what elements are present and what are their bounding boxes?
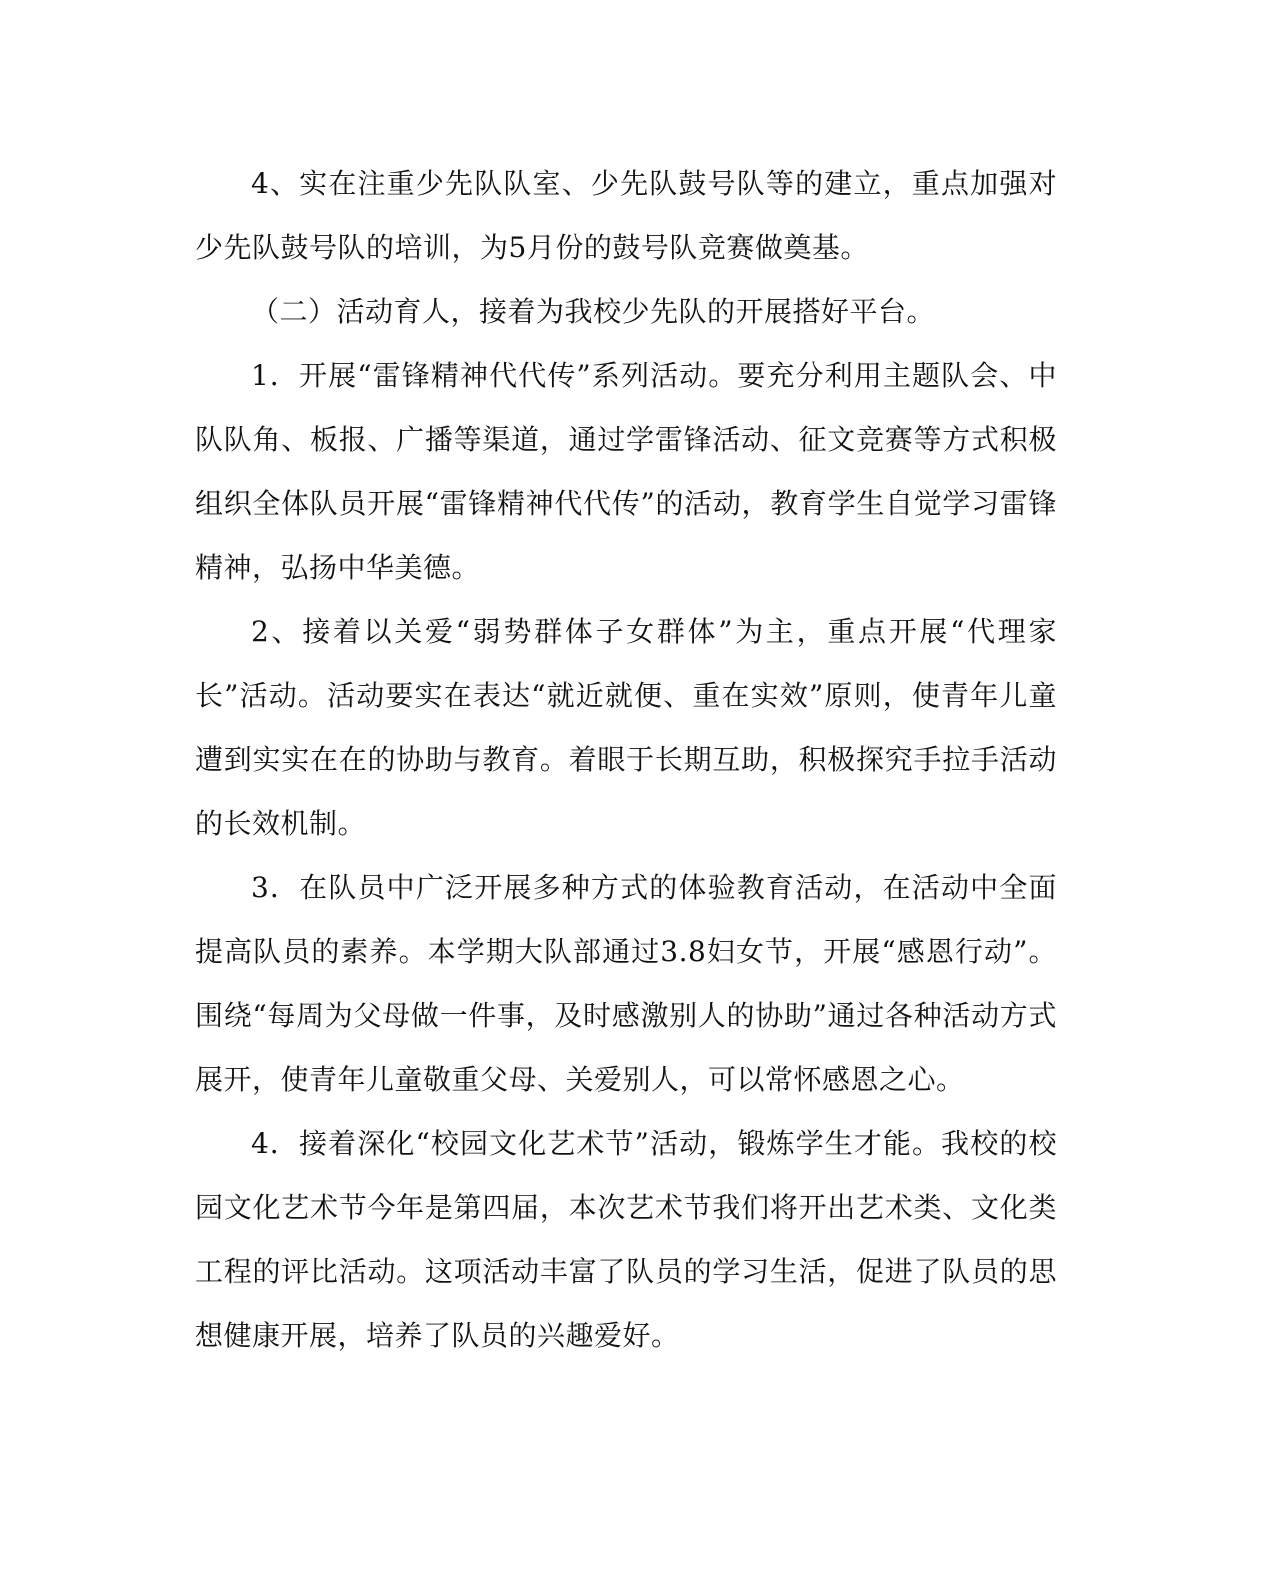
paragraph-leifeng: 1．开展“雷锋精神代代传”系列活动。要充分利用主题队会、中队队角、板报、广播等渠道，通过学雷锋活动、征文竞赛等方式积极组织全体队员开展“雷锋精神代代传”的活动，教育学生自觉学习雷锋精神，弘扬中华美德。 <box>195 359 1057 584</box>
paragraph-art-festival: 4．接着深化“校园文化艺术节”活动，锻炼学生才能。我校的校园文化艺术节今年是第四届，本次艺术节我们将开出艺术类、文化类工程的评比活动。这项活动丰富了队员的学习生活，促进了队员的思想健康开展，培养了队员的兴趣爱好。 <box>195 1127 1057 1352</box>
document-body <box>195 152 1057 1368</box>
paragraph-experience-education: 3．在队员中广泛开展多种方式的体验教育活动，在活动中全面提高队员的素养。本学期大队部通过3.8妇女节，开展“感恩行动”。围绕“每周为父母做一件事，及时感激别人的协助”通过各种活动方式展开，使青年儿童敬重父母、关爱别人，可以常怀感恩之心。 <box>195 871 1057 1096</box>
paragraph-care-activity: 2、接着以关爱“弱势群体子女群体”为主，重点开展“代理家长”活动。活动要实在表达“就近就便、重在实效”原则，使青年儿童遭到实实在在的协助与教育。着眼于长期互助，积极探究手拉手活动的长效机制。 <box>195 615 1057 840</box>
paragraph-section-heading: （二）活动育人，接着为我校少先队的开展搭好平台。 <box>251 295 936 328</box>
paragraph-drum-corps: 4、实在注重少先队队室、少先队鼓号队等的建立，重点加强对少先队鼓号队的培训，为5月份的鼓号队竞赛做奠基。 <box>195 167 1057 264</box>
